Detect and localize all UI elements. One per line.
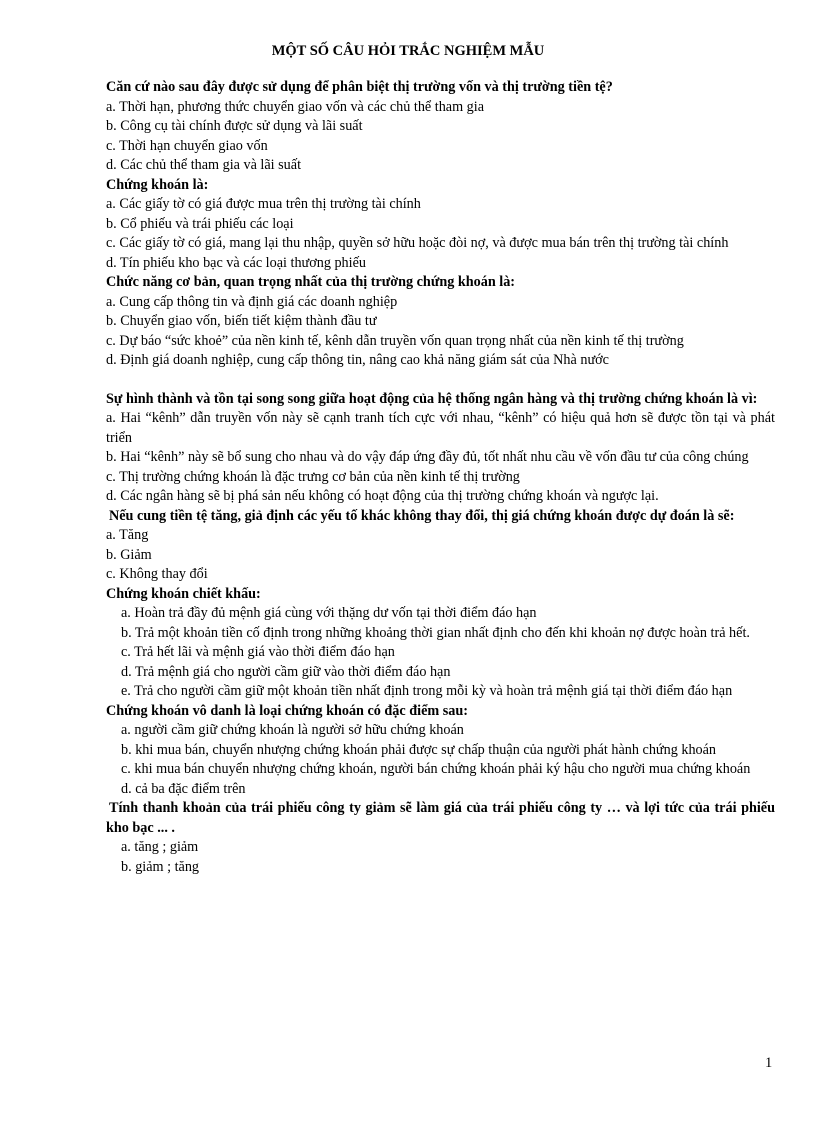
option-6b: b. Trả một khoản tiền cố định trong những khoảng thời gian nhất định cho đến khi khoản nợ được hoàn trả hết. <box>121 624 750 641</box>
option-1a: a. Thời hạn, phương thức chuyển giao vốn và các chủ thể tham gia <box>106 98 484 115</box>
question-3: Chức năng cơ bản, quan trọng nhất của thị trường chứng khoán là: <box>106 274 516 290</box>
option-7c: c. khi mua bán chuyển nhượng chứng khoán, người bán chứng khoán phải ký hậu cho người mua chứng khoán <box>121 761 751 777</box>
option-3d: d. Định giá doanh nghiệp, cung cấp thông tin, nâng cao khả năng giám sát của Nhà nước <box>106 352 609 368</box>
blank-line <box>106 371 775 390</box>
option-5a: a. Tăng <box>106 527 149 543</box>
option-2b: b. Cổ phiếu và trái phiếu các loại <box>106 215 294 232</box>
option-7a: a. người cầm giữ chứng khoán là người sở hữu chứng khoán <box>121 722 464 738</box>
option-4b: b. Hai “kênh” này sẽ bổ sung cho nhau và do vậy đáp ứng đầy đủ, tốt nhất nhu cầu về vốn đầu tư của công chúng <box>106 449 749 465</box>
option-6c: c. Trả hết lãi và mệnh giá vào thời điểm đáo hạn <box>121 644 395 660</box>
option-8a: a. tăng ; giảm <box>121 839 199 855</box>
option-7b: b. khi mua bán, chuyển nhượng chứng khoán phải được sự chấp thuận của người phát hành chứng khoán <box>121 741 717 758</box>
option-4a: a. Hai “kênh” dẫn truyền vốn này sẽ cạnh tranh tích cực với nhau, “kênh” có hiệu quả hơn sẽ được tồn tại và phát triển <box>106 410 775 446</box>
option-1c: c. Thời hạn chuyển giao vốn <box>106 137 268 154</box>
option-4c: c. Thị trường chứng khoán là đặc trưng cơ bản của nền kinh tế thị trường <box>106 468 520 485</box>
option-2c: c. Các giấy tờ có giá, mang lại thu nhập, quyền sở hữu hoặc đòi nợ, và được mua bán trên thị trường tài chính <box>106 235 729 251</box>
option-4d: d. Các ngân hàng sẽ bị phá sản nếu không có hoạt động của thị trường chứng khoán và ngược lại. <box>106 488 659 504</box>
option-3a: a. Cung cấp thông tin và định giá các doanh nghiệp <box>106 293 398 310</box>
option-6d: d. Trả mệnh giá cho người cầm giữ vào thời điểm đáo hạn <box>121 663 451 680</box>
question-8: Tính thanh khoản của trái phiếu công ty giảm sẽ làm giá của trái phiếu công ty … và lợi tức của trái phiếu kho bạc ... . <box>106 800 775 836</box>
page-title: MỘT SỐ CÂU HỎI TRẮC NGHIỆM MẪU <box>271 43 545 59</box>
option-3b: b. Chuyển giao vốn, biến tiết kiệm thành đầu tư <box>106 313 377 329</box>
option-2d: d. Tín phiếu kho bạc và các loại thương phiếu <box>106 254 366 271</box>
option-1b: b. Công cụ tài chính được sử dụng và lãi suất <box>106 118 363 134</box>
option-3c: c. Dự báo “sức khoẻ” của nền kinh tế, kênh dẫn truyền vốn quan trọng nhất của nền kinh tế thị trường <box>106 332 684 349</box>
question-list <box>106 78 775 877</box>
option-8b: b. giảm ; tăng <box>121 858 200 875</box>
question-1: Căn cứ nào sau đây được sử dụng để phân biệt thị trường vốn và thị trường tiền tệ? <box>106 79 613 95</box>
option-2a: a. Các giấy tờ có giá được mua trên thị trường tài chính <box>106 196 421 212</box>
question-5: Nếu cung tiền tệ tăng, giả định các yếu tố khác không thay đổi, thị giá chứng khoán được dự đoán là sẽ: <box>109 507 735 524</box>
page-number: 1 <box>765 1055 773 1071</box>
option-5c: c. Không thay đổi <box>106 566 208 582</box>
option-5b: b. Giảm <box>106 546 152 563</box>
option-6a: a. Hoàn trả đầy đủ mệnh giá cùng với thặng dư vốn tại thời điểm đáo hạn <box>121 605 537 621</box>
option-1d: d. Các chủ thể tham gia và lãi suất <box>106 157 302 173</box>
question-4: Sự hình thành và tồn tại song song giữa hoạt động của hệ thống ngân hàng và thị trường chứng khoán là vì: <box>106 390 758 407</box>
question-2: Chứng khoán là: <box>106 176 209 193</box>
question-6: Chứng khoán chiết khấu: <box>106 585 261 602</box>
option-6e: e. Trả cho người cầm giữ một khoản tiền nhất định trong mỗi kỳ và hoàn trả mệnh giá tại thời điểm đáo hạn <box>121 683 733 699</box>
question-7: Chứng khoán vô danh là loại chứng khoán có đặc điểm sau: <box>106 702 468 719</box>
option-7d: d. cả ba đặc điểm trên <box>121 780 246 797</box>
